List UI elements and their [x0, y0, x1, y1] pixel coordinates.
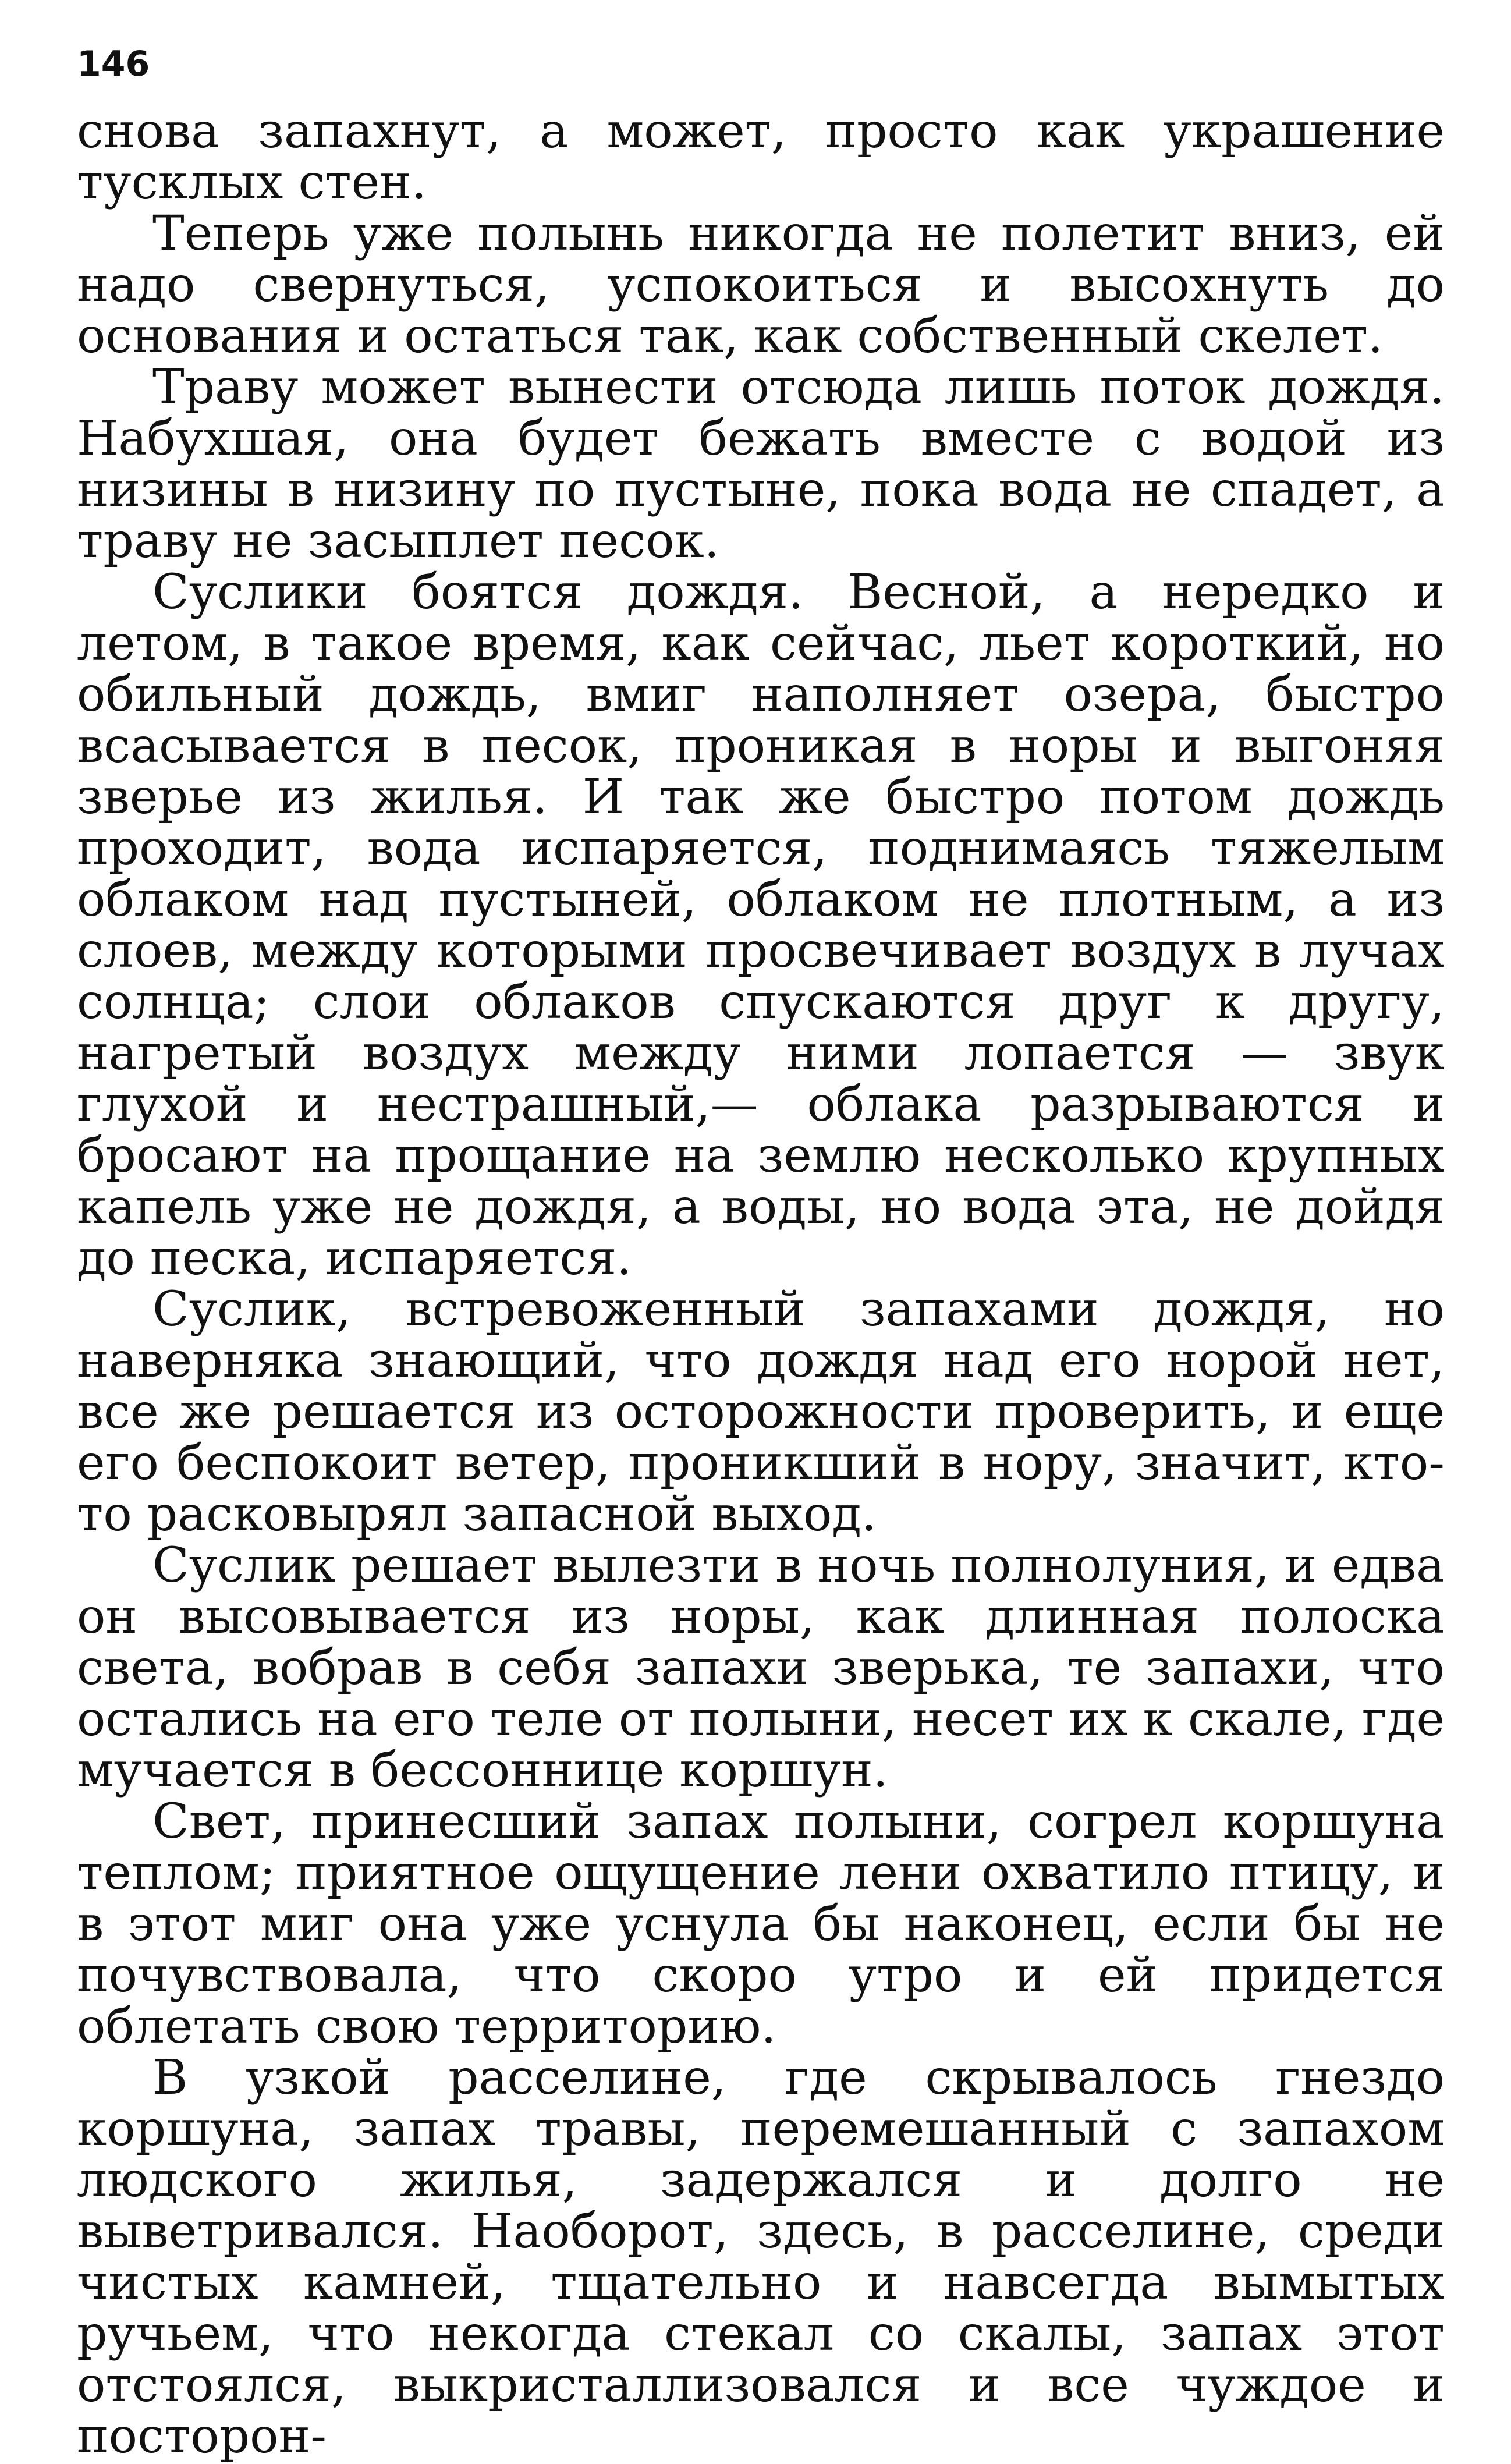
paragraph-4: Суслики боятся дождя. Весной, а нередко и летом, в такое время, как сейчас, льет короткий, но обильный дождь, вмиг наполняет озера, быстро всасывается в песок, проникая в норы и выгоняя зверье из жилья. И так же быстро потом дождь проходит, вода испаряется, поднимаясь тяжелым облаком над пустыней, облаком не плотным, а из слоев, между которыми просвечивает воздух в лучах солнца; слои облаков спускаются друг к другу, нагретый воздух между ними лопается — звук глухой и нестрашный,— облака разрываются и бросают на прощание на землю несколько крупных капель уже не дождя, а воды, но вода эта, не дойдя до песка, испаряется. [77, 565, 1445, 1286]
paragraph-3: Траву может вынести отсюда лишь поток дождя. Набухшая, она будет бежать вместе с водой из низины в низину по пустыне, пока вода не спадет, а траву не засыплет песок. [77, 360, 1445, 569]
paragraph-1: снова запахнут, а может, просто как украшение тусклых стен. [77, 104, 1445, 210]
paragraph-2: Теперь уже полынь никогда не полетит вниз, ей надо свернуться, успокоиться и высохнуть до основания и остаться так, как собственный скелет. [77, 206, 1445, 364]
paragraph-8: В узкой расселине, где скрывалось гнездо коршуна, запах травы, перемешанный с запахом людского жилья, задержался и долго не выветривался. Наоборот, здесь, в расселине, среди чистых камней, тщательно и навсегда вымытых ручьем, что некогда стекал со скалы, запах этот отстоялся, выкристаллизовался и все чуждое и посторон- [77, 2050, 1445, 2464]
book-page [77, 35, 1445, 2464]
body-text [77, 106, 1445, 2462]
paragraph-5: Суслик, встревоженный запахами дождя, но наверняка знающий, что дождя над его норой нет, все же решается из осторожности проверить, и еще его беспокоит ветер, проникший в нору, значит, кто-то расковырял запасной выход. [77, 1282, 1445, 1542]
paragraph-7: Свет, принесший запах полыни, согрел коршуна теплом; приятное ощущение лени охватило птицу, и в этот миг она уже уснула бы наконец, если бы не почувствовала, что скоро утро и ей придется облетать свою территорию. [77, 1794, 1445, 2054]
page-number: 146 [77, 44, 150, 84]
paragraph-6: Суслик решает вылезти в ночь полнолуния, и едва он высовывается из норы, как длинная полоска света, вобрав в себя запахи зверька, те запахи, что остались на его теле от полыни, несет их к скале, где мучается в бессоннице коршун. [77, 1538, 1445, 1798]
